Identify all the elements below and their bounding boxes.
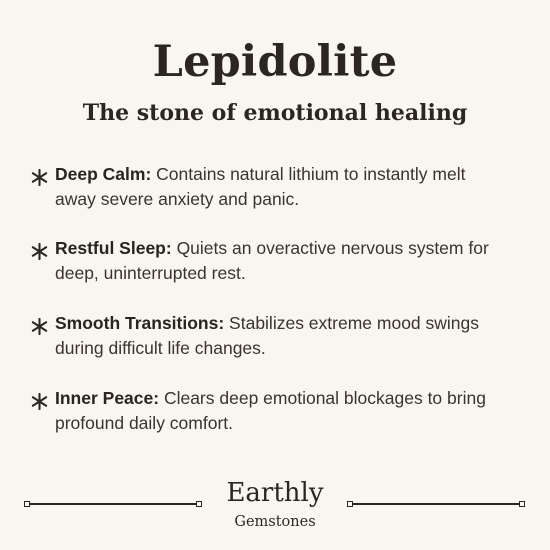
- brand-tagline: Gemstones: [234, 514, 316, 530]
- benefit-body: Quiets an overactive nervous system for deep, uninterrupted rest.: [55, 238, 489, 283]
- asterisk-star-icon: [30, 317, 49, 336]
- benefit-text: [55, 236, 500, 285]
- brand-name: Earthly: [226, 478, 324, 508]
- page-subtitle: The stone of emotional healing: [82, 100, 468, 126]
- asterisk-star-icon: [30, 392, 49, 411]
- benefit-body: Stabilizes extreme mood swings during difficult life changes.: [55, 313, 480, 358]
- asterisk-star-icon: [30, 168, 49, 187]
- benefit-body: Clears deep emotional blockages to bring profound daily comfort.: [55, 388, 486, 433]
- benefit-text: [55, 162, 500, 211]
- benefit-text: [55, 386, 500, 435]
- asterisk-star-icon: [30, 242, 49, 261]
- benefit-item: [30, 386, 500, 435]
- benefit-body: Contains natural lithium to instantly melt away severe anxiety and panic.: [55, 164, 466, 209]
- benefit-heading: Restful Sleep:: [55, 238, 172, 258]
- benefit-item: [30, 236, 500, 285]
- benefit-heading: Deep Calm:: [55, 164, 152, 184]
- benefit-item: [30, 162, 500, 211]
- benefit-text: [55, 311, 500, 360]
- benefit-heading: Smooth Transitions:: [55, 313, 225, 333]
- benefit-item: [30, 311, 500, 360]
- page-title: Lepidolite: [152, 37, 398, 87]
- benefit-heading: Inner Peace:: [55, 388, 160, 408]
